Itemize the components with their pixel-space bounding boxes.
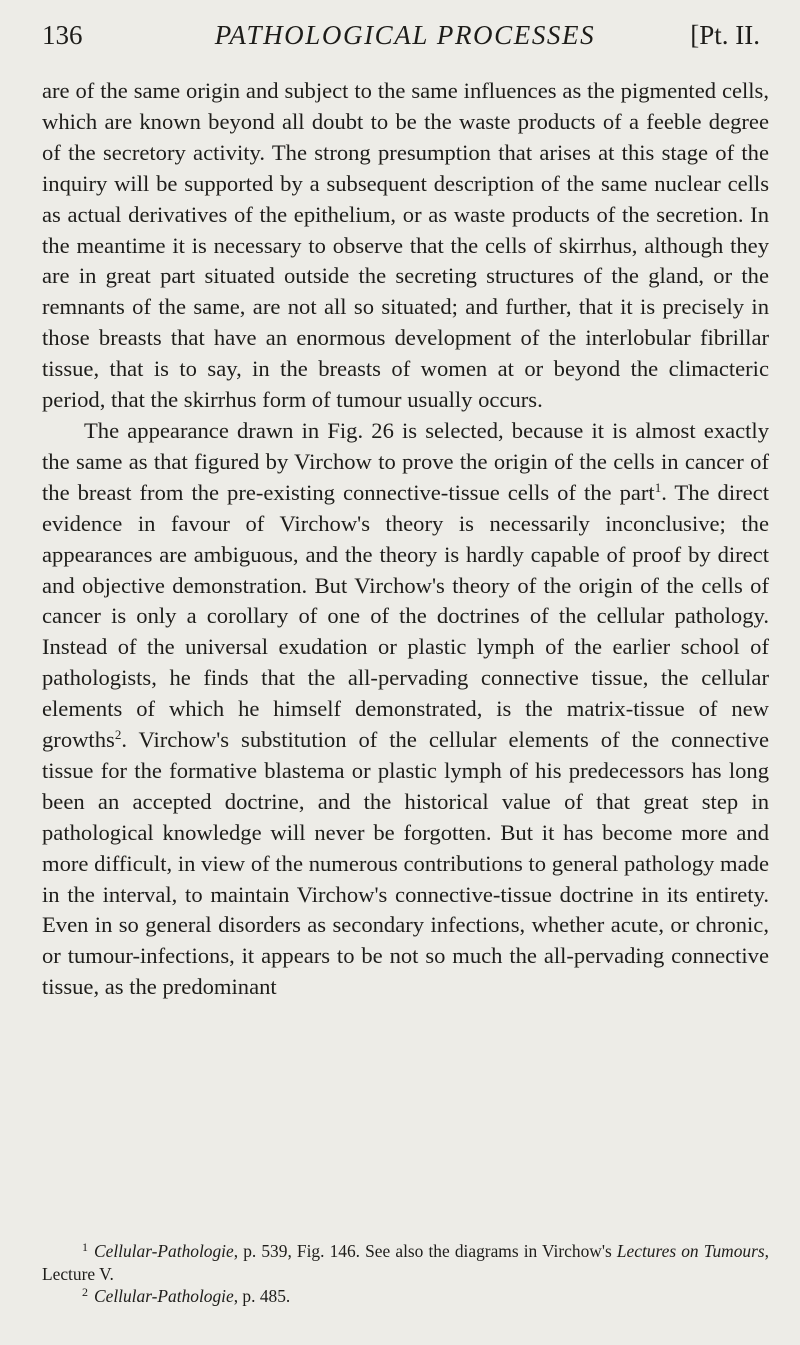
- footnotes: [42, 1240, 769, 1308]
- body-text: [42, 76, 769, 1003]
- paragraph-2-text-c: . Virchow's substitution of the cellular elements of the connective tissue for the formative blastema or plastic lymph of his predecessors has long been an accepted doctrine, and the historical value of that great step in pathological knowledge will never be forgotten. But it has become more and more difficult, in view of the numerous contributions to general pathology made in the interval, to maintain Virchow's connective-tissue doctrine in its entirety. Even in so general disorders as secondary infections, whether acute, or chronic, or tumour-infections, it appears to be not so much the all-pervading connective tissue, as the predominant: [42, 727, 769, 1000]
- footnote-1-marker: 1: [82, 1240, 88, 1254]
- running-title: PATHOLOGICAL PROCESSES: [214, 20, 596, 50]
- footnote-2-marker: 2: [82, 1285, 88, 1299]
- paragraph-2-text-b: . The direct evidence in favour of Virchow's theory is necessarily inconclusive; the appearances are ambiguous, and the theory is hardly capable of proof by direct and objective demonstration. But Virchow's theory of the origin of the cells of cancer is only a corollary of one of the doctrines of the cellular pathology. Instead of the universal exudation or plastic lymph of the earlier school of pathologists, he finds that the all-pervading connective tissue, the cellular elements of which he himself demonstrated, is the matrix-tissue of new growths: [42, 479, 769, 753]
- footnote-ref-2[interactable]: 2: [114, 727, 122, 743]
- footnote-2: [42, 1285, 769, 1308]
- footnote-1-text: , p. 539, Fig. 146. See also the diagrams in Virchow's: [233, 1241, 617, 1261]
- footnote-2-title: Cellular-Pathologie: [94, 1286, 234, 1306]
- footnote-ref-1[interactable]: 1: [654, 479, 662, 495]
- page-number: 136: [42, 20, 83, 50]
- footnote-2-text: , p. 485.: [233, 1286, 291, 1306]
- paragraph-2-text-a: The appearance drawn in Fig. 26 is selected, because it is almost exactly the same as that figured by Virchow to prove the origin of the cells in cancer of the breast from the pre-existing connective-tissue cells of the part: [42, 417, 769, 505]
- footnote-1-text2: , Lecture V.: [42, 1241, 769, 1284]
- paragraph-1-text: are of the same origin and subject to the same influences as the pigmented cells, which are known beyond all doubt to be the waste products of a feeble degree of the secretory activity. The strong presumption that arises at this stage of the inquiry will be supported by a subsequent description of the same nuclear cells as actual derivatives of the epithelium, or as waste products of the secretion. In the meantime it is necessary to observe that the cells of skirrhus, although they are in great part situated outside the secreting structures of the gland, or the remnants of the same, are not all so situated; and further, that it is precisely in those breasts that have an enormous development of the interlobular fibrillar tissue, that is to say, in the breasts of women at or beyond the climacteric period, that the skirrhus form of tumour usually occurs.: [42, 78, 769, 413]
- paragraph-2: [42, 416, 769, 1003]
- footnote-1-title: Cellular-Pathologie: [94, 1241, 234, 1261]
- footnote-1: [42, 1240, 769, 1285]
- part-label: [Pt. II.: [690, 20, 760, 50]
- page-header: [42, 20, 760, 60]
- footnote-1-title2: Lectures on Tumours: [616, 1241, 765, 1261]
- paragraph-1: [42, 76, 769, 416]
